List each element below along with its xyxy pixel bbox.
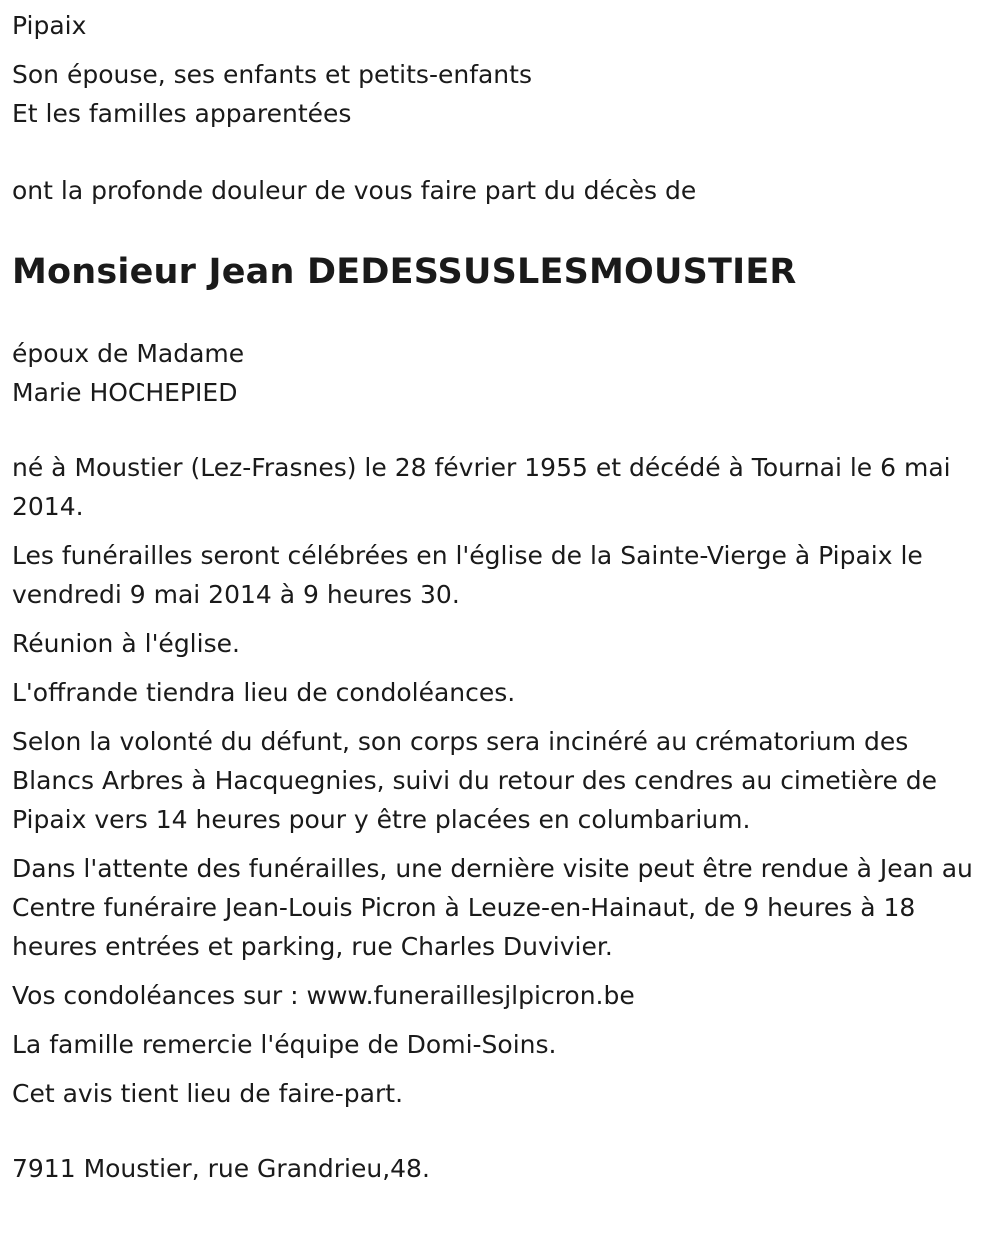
spacer xyxy=(12,45,988,55)
birth-death-info: né à Moustier (Lez-Frasnes) le 28 février 1955 et décédé à Tournai le 6 mai 2014. xyxy=(12,453,951,521)
announcement-text: ont la profonde douleur de vous faire part du décès de xyxy=(12,176,697,205)
spacer xyxy=(12,133,988,171)
spacer xyxy=(12,294,988,334)
visit-info: Dans l'attente des funérailles, une dernière visite peut être rendue à Jean au Centre funéraire Jean-Louis Picron à Leuze-en-Hainaut, de 9 heures à 18 heures entrées et parking, rue Charles Duvivier. xyxy=(12,854,973,961)
address: 7911 Moustier, rue Grandrieu,48. xyxy=(12,1154,430,1183)
thanks-info: La famille remercie l'équipe de Domi-Soins. xyxy=(12,1030,557,1059)
offering-info: L'offrande tiendra lieu de condoléances. xyxy=(12,678,516,707)
family-line-1: Son épouse, ses enfants et petits-enfants xyxy=(12,60,532,89)
location: Pipaix xyxy=(12,11,87,40)
deceased-name: Monsieur Jean DEDESSUSLESMOUSTIER xyxy=(12,252,797,292)
cremation-info: Selon la volonté du défunt, son corps sera incinéré au crématorium des Blancs Arbres à Hacquegnies, suivi du retour des cendres au cimetière de Pipaix vers 14 heures pour y être placées en columbarium. xyxy=(12,727,938,834)
spacer xyxy=(12,210,988,250)
details-section xyxy=(12,448,988,1113)
family-line-2: Et les familles apparentées xyxy=(12,99,352,128)
notice-info: Cet avis tient lieu de faire-part. xyxy=(12,1079,404,1108)
spacer xyxy=(12,1113,988,1149)
funeral-info: Les funérailles seront célébrées en l'église de la Sainte-Vierge à Pipaix le vendredi 9 mai 2014 à 9 heures 30. xyxy=(12,541,923,609)
spouse-line-2: Marie HOCHEPIED xyxy=(12,378,238,407)
spacer xyxy=(12,412,988,448)
meeting-info: Réunion à l'église. xyxy=(12,629,240,658)
condolences-link: Vos condoléances sur : www.funeraillesjlpicron.be xyxy=(12,981,635,1010)
spouse-line-1: époux de Madame xyxy=(12,339,245,368)
